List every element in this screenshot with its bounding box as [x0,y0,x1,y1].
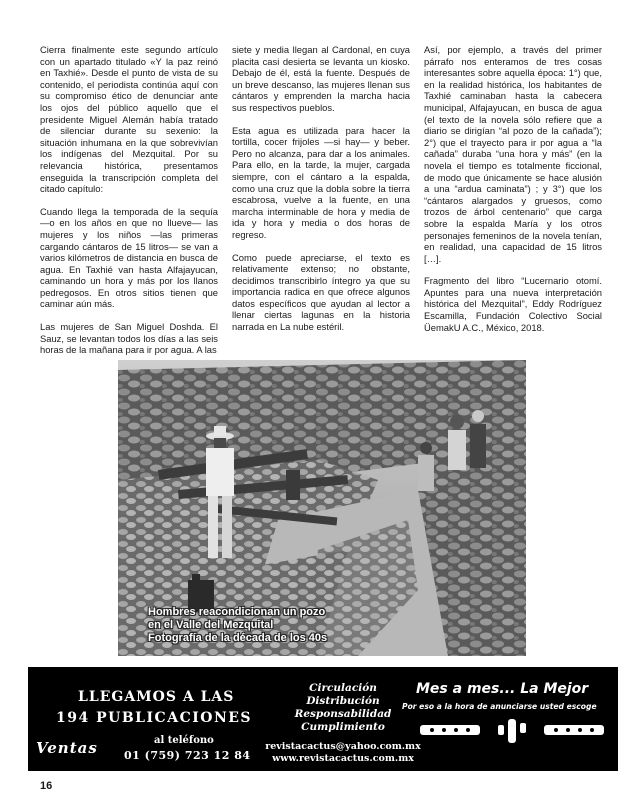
page-number: 16 [40,780,53,792]
banner-headline: LLEGAMOS A LAS [78,689,235,705]
paragraph: siete y media llegan al Cardonal, en cuya placita casi desierta se levanta un kiosko. Debajo de él, está la fuente. Después de un breve descanso, las mujeres llenan sus cántaros y emprenden la marcha hacia sus respectivos pueblos. [232,44,410,113]
photo-caption-line: Fotografía de la década de los 40s [148,632,328,644]
banner-email: revistacactus@yahoo.com.mx [265,741,421,752]
banner-headline: 194 PUBLICACIONES [56,710,253,726]
article-column-3 [424,44,602,344]
photo-caption-line: Hombres reacondicionan un pozo [148,606,326,618]
paragraph: Cierra finalmente este segundo artículo con un apartado titulado «Y la paz reinó en Taxhié». Desde el punto de vista de su contenido, el periodista continúa aquí con su compromiso ético de denunciar ante los ojos del público aquello que el presidente Miguel Alemán había tratado de silenciar durante su sexenio: la situación inhumana en la que sobrevivían los indígenas del Mezquital. Por su relevancia histórica, presentamos enseguida la transcripción completa del citado capítulo: [40,44,218,195]
paragraph: Esta agua es utilizada para hacer la tortilla, cocer frijoles —si hay— y beber. Pero no alcanza, para dar a los animales. Para ello, en la tarde, la mujer, cargada siempre, con el cántaro a la espalda, como una cruz que la dobla sobre la tierra escabrosa, vuelve a la fuente, en una marcha interminable de hora y media de ida y hora y media o dos horas de regreso. [232,124,410,240]
paragraph: Como puede apreciarse, el texto es relativamente extenso; no obstante, decidimos transcribirlo íntegro ya que su importancia radica en que ofrece algunos datos específicos que ayudan al lector a llenar ciertas lagunas en la historia narrada en La nube estéril. [232,251,410,333]
article-column-2 [232,44,410,344]
banner-ventas: Ventas [36,739,98,757]
banner-service: Cumplimiento [301,721,385,733]
paragraph: Fragmento del libro “Lucernario otomí. Apuntes para una nueva interpretación histórica del Mezquital”, Eddy Rodríguez Escamilla, Fundación Colectivo Social ÜemakU A.C., México, 2018. [424,275,602,333]
article-column-1 [40,44,218,367]
paragraph: Cuando llega la temporada de la sequía —o en los años en que no llueve— las mujeres y los niños —las primeras cargando cántaros de 15 litros— se van a varios kilómetros de distancia en busca de agua. En Taxhié van hasta Alfajayucan, caminando un hora y más por los llanos pedregosos. En otros sitios tienen que caminar aún más. [40,205,218,310]
paragraph: Las mujeres de San Miguel Doshda. El Sauz, se levantan todos los días a las seis horas de la mañana para ir por agua. A las [40,321,218,356]
banner-service: Responsabilidad [294,708,392,720]
banner-website: www.revistacactus.com.mx [272,753,414,764]
banner-phone: 01 (759) 723 12 84 [124,749,251,762]
advertisement-banner [28,667,618,771]
banner-service: Distribución [306,695,380,707]
paragraph: Así, por ejemplo, a través del primer párrafo nos enteramos de tres cosas interesantes sobre aquella época: 1°) que, en la realidad histórica, los habitantes de Taxhié caminaban hasta la cabecera municipal, Alfajayucan, en busca de agua (el texto de la novela sólo refiere que a diario se dirigían “al pozo de la cañada”); 2°) que el trayecto para ir por agua a “la cañada” duraba “una hora y más” (en la novela el tiempo es totalmente ficcional, de modo que únicamente se hace alusión a una “ardua caminata”) ; y 3°) que los “cántaros alargados y gruesos, como trozos de árbol centenario” que carga sobre la espalda María y los otros personajes femeninos de la novela tenían, en realidad, una capacidad de 15 litros […]. [424,44,602,264]
banner-phone-label: al teléfono [154,735,214,746]
cactus-ornament-icon [412,717,612,743]
banner-slogan: Mes a mes... La Mejor [416,681,589,697]
banner-service: Circulación [309,682,377,694]
banner-tagline: Por eso a la hora de anunciarse usted escoge [402,702,597,711]
photo-caption-line: en el Valle del Mezquital [148,619,274,631]
